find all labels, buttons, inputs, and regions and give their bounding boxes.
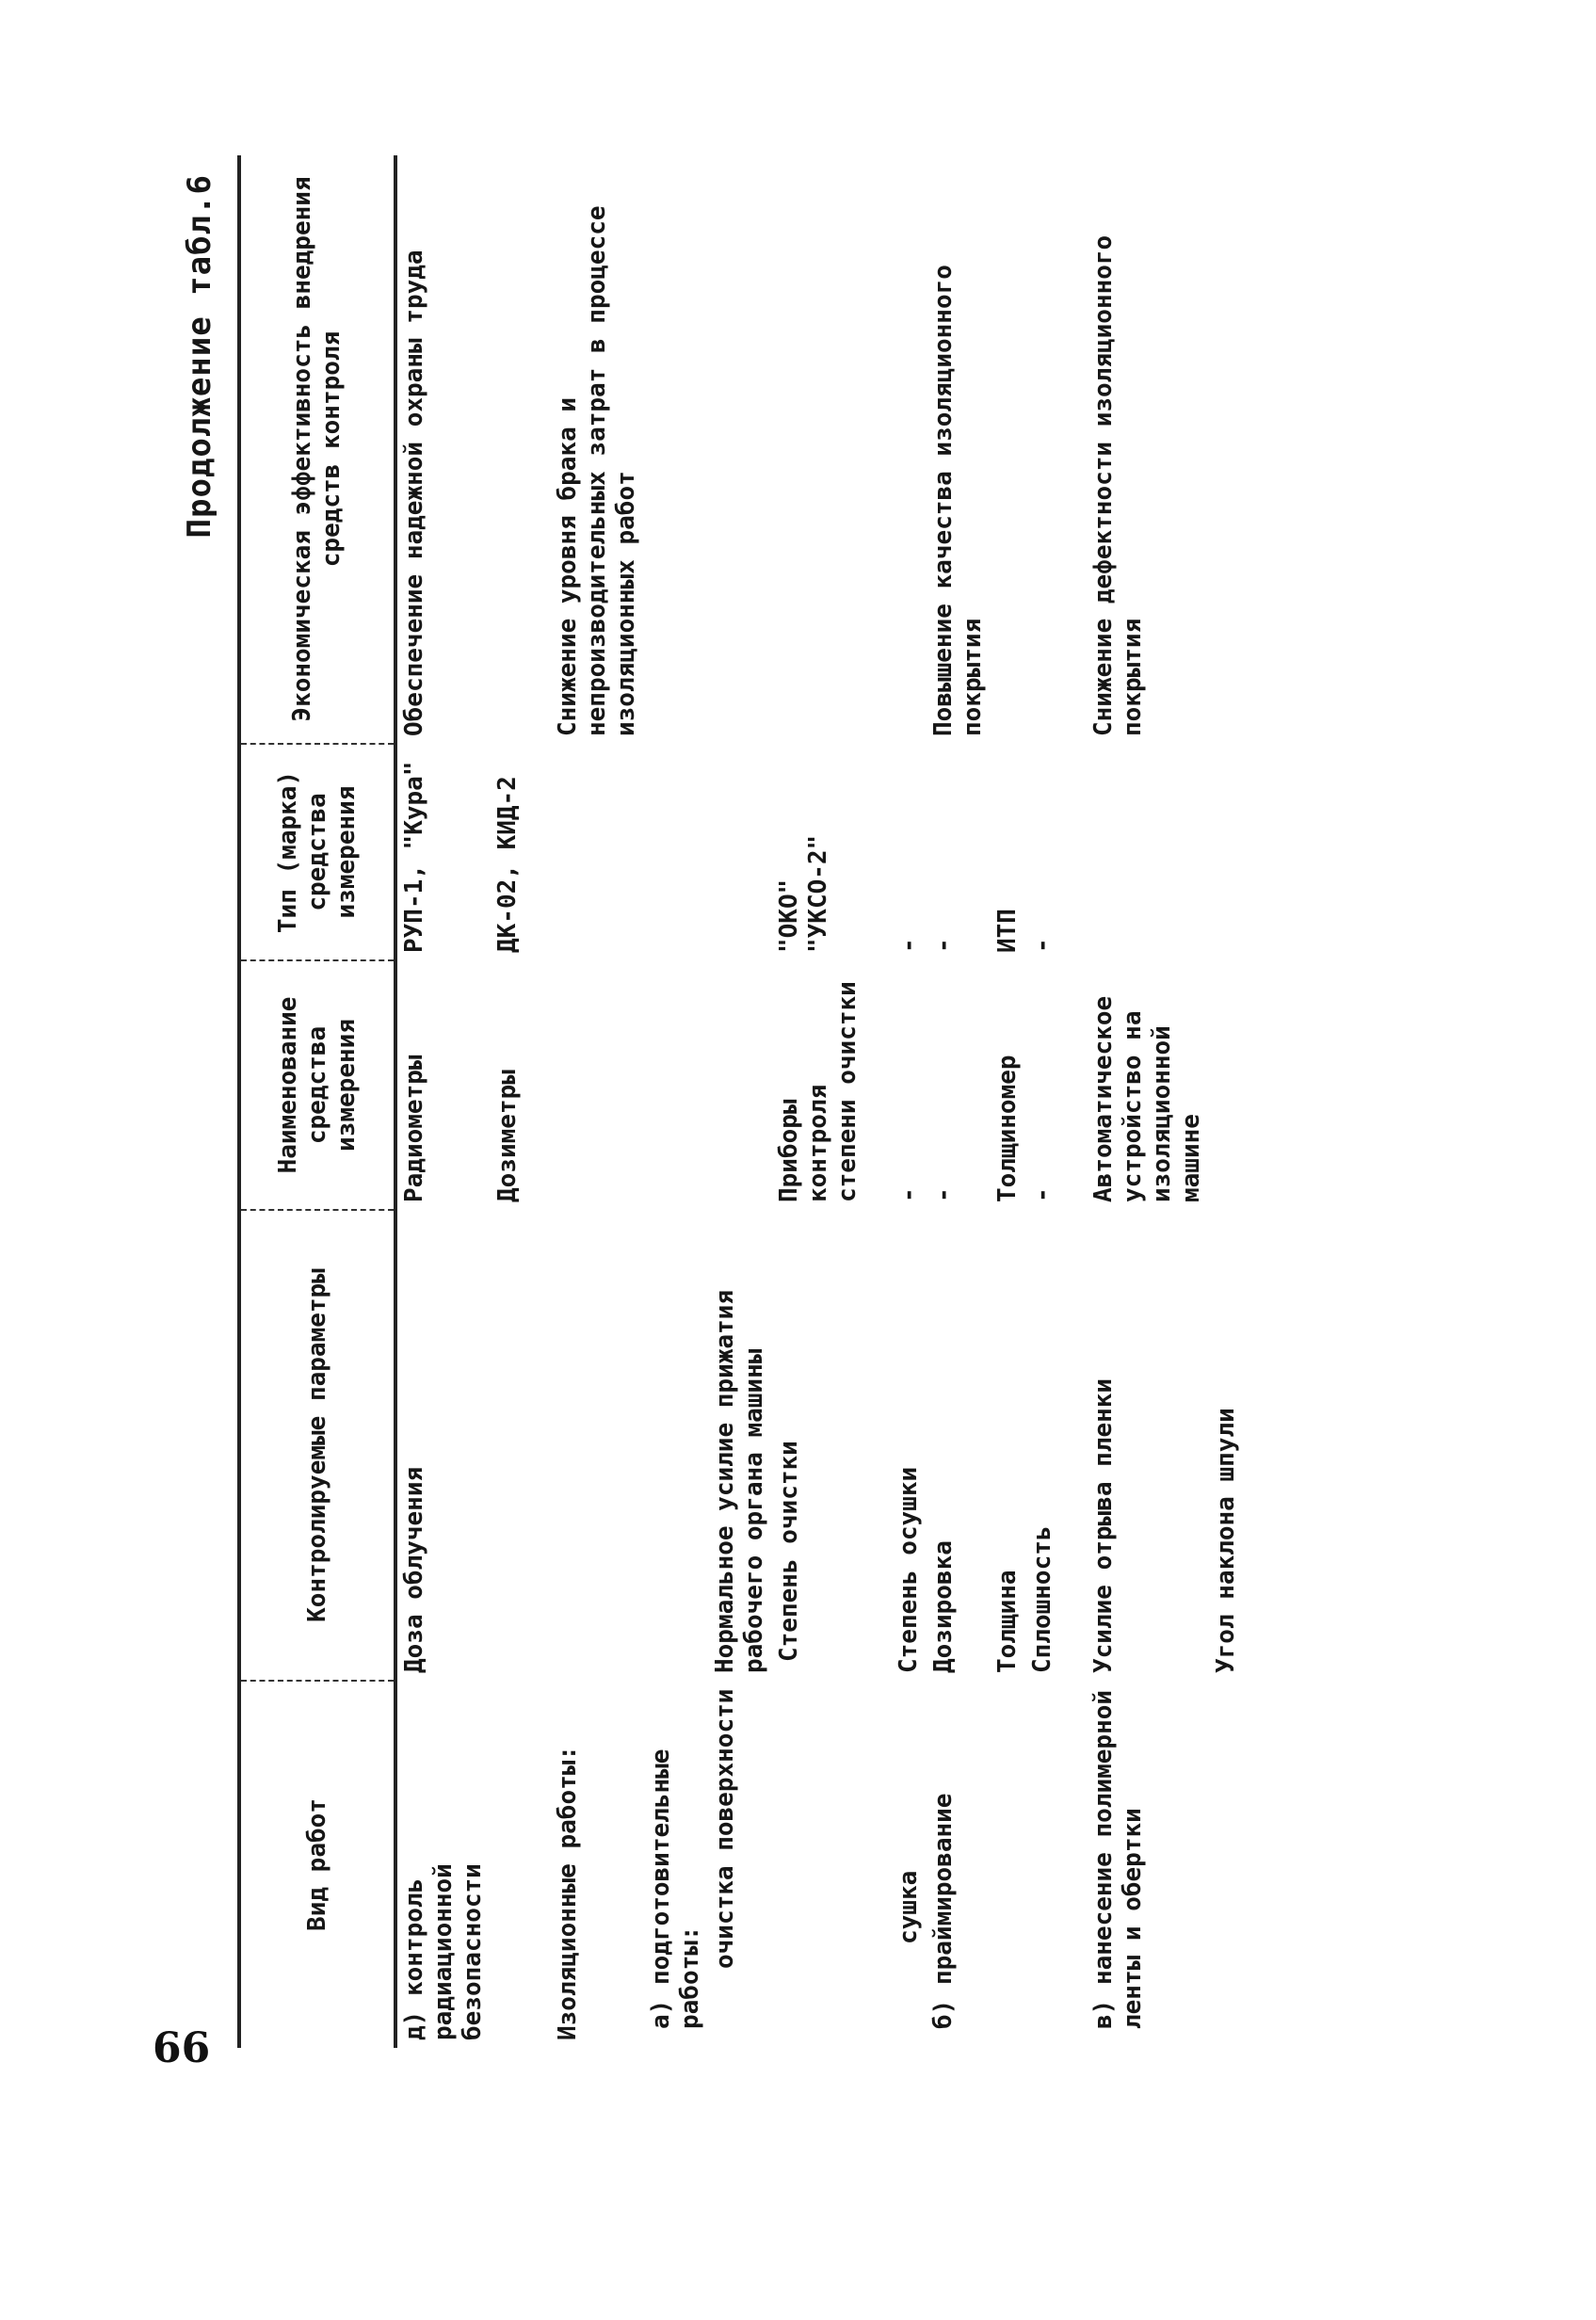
instrument-name-cell: - bbox=[1028, 1187, 1056, 1202]
instrument-name-cell: Толщиномер bbox=[993, 1055, 1022, 1202]
parameter-cell: Дозировка bbox=[929, 1540, 958, 1673]
header-work-type: Вид работ bbox=[239, 1681, 395, 2048]
table-row bbox=[644, 155, 708, 2048]
work-type-cell: б) праймирование bbox=[929, 1793, 958, 2029]
table-row bbox=[1209, 155, 1244, 2048]
parameter-cell: Сплошность bbox=[1028, 1525, 1056, 1673]
continuation-label: Продолжение табл.6 bbox=[181, 174, 218, 539]
table-header-row bbox=[239, 155, 395, 2048]
table-row bbox=[991, 155, 1025, 2048]
section-title: Изоляционные работы: bbox=[554, 1745, 582, 2040]
header-instrument-name: Наименование средства измерения bbox=[239, 960, 395, 1210]
work-type-cell: очистка поверхности bbox=[711, 1688, 739, 1969]
table-row bbox=[892, 155, 927, 2048]
work-type-cell: а) подготовительные работы: bbox=[647, 1748, 704, 2029]
parameter-cell: Доза облучения bbox=[400, 1466, 428, 1673]
instrument-type-cell: - bbox=[895, 938, 923, 953]
work-type-cell: сушка bbox=[895, 1870, 923, 1944]
table-row bbox=[491, 155, 525, 2048]
instrument-type-cell: РУП-1, "Кура" bbox=[400, 761, 428, 953]
control-means-table bbox=[237, 155, 1244, 2048]
page-number: 66 bbox=[153, 2024, 211, 2072]
instrument-name-cell: - bbox=[929, 1187, 958, 1202]
header-economic-effect: Экономическая эффективность внедрения средств контроля bbox=[239, 155, 395, 744]
economic-effect-cell: Обеспечение надежной охраны труда bbox=[400, 250, 428, 736]
instrument-name-cell: Дозиметры bbox=[493, 1070, 522, 1202]
work-type-cell: д) контроль радиационной безопасности bbox=[400, 1863, 487, 2040]
instrument-name-cell: Автоматическое устройство на изоляционной машине bbox=[1089, 995, 1205, 1202]
table-row bbox=[395, 155, 491, 2048]
parameter-cell: Степень осушки bbox=[895, 1466, 923, 1673]
economic-effect-cell: Снижение дефектности изоляционного покрытия bbox=[1089, 234, 1147, 736]
economic-effect-cell: Повышение качества изоляционного покрытия bbox=[929, 265, 987, 736]
economic-effect-cell: Снижение уровня брака и непроизводительных затрат в процессе изоляционных работ bbox=[554, 205, 640, 736]
instrument-type-cell: - bbox=[1028, 938, 1056, 953]
parameter-cell: Толщина bbox=[993, 1570, 1022, 1673]
parameter-cell: Угол наклона шпули bbox=[1212, 1408, 1240, 1673]
instrument-name-cell: - bbox=[895, 1187, 923, 1202]
table-row bbox=[1087, 155, 1209, 2048]
instrument-type-cell: - bbox=[929, 938, 958, 953]
table-row bbox=[708, 155, 772, 2048]
table-row bbox=[772, 155, 865, 2048]
table-row bbox=[1025, 155, 1060, 2048]
parameter-cell: Степень очистки bbox=[775, 1441, 803, 1662]
header-parameters: Контролируемые параметры bbox=[239, 1210, 395, 1681]
instrument-name-cell: Приборы контроля степени очистки bbox=[775, 981, 862, 1202]
parameter-cell: Нормальное усилие прижатия рабочего органа машины bbox=[711, 1290, 768, 1673]
rotated-table-region bbox=[169, 146, 1365, 2048]
section-row bbox=[525, 155, 644, 2048]
table-row bbox=[927, 155, 991, 2048]
instrument-type-cell: ИТП bbox=[993, 909, 1022, 953]
work-type-cell: в) нанесение полимерной ленты и обертки bbox=[1089, 1689, 1147, 2029]
instrument-name-cell: Радиометры bbox=[400, 1055, 428, 1202]
header-instrument-type: Тип (марка) средства измерения bbox=[239, 744, 395, 960]
parameter-cell: Усилие отрыва пленки bbox=[1089, 1378, 1118, 1673]
instrument-type-cell: "ОКО" "УКСО-2" bbox=[775, 834, 832, 953]
instrument-type-cell: ДК-02, КИД-2 bbox=[493, 776, 522, 953]
